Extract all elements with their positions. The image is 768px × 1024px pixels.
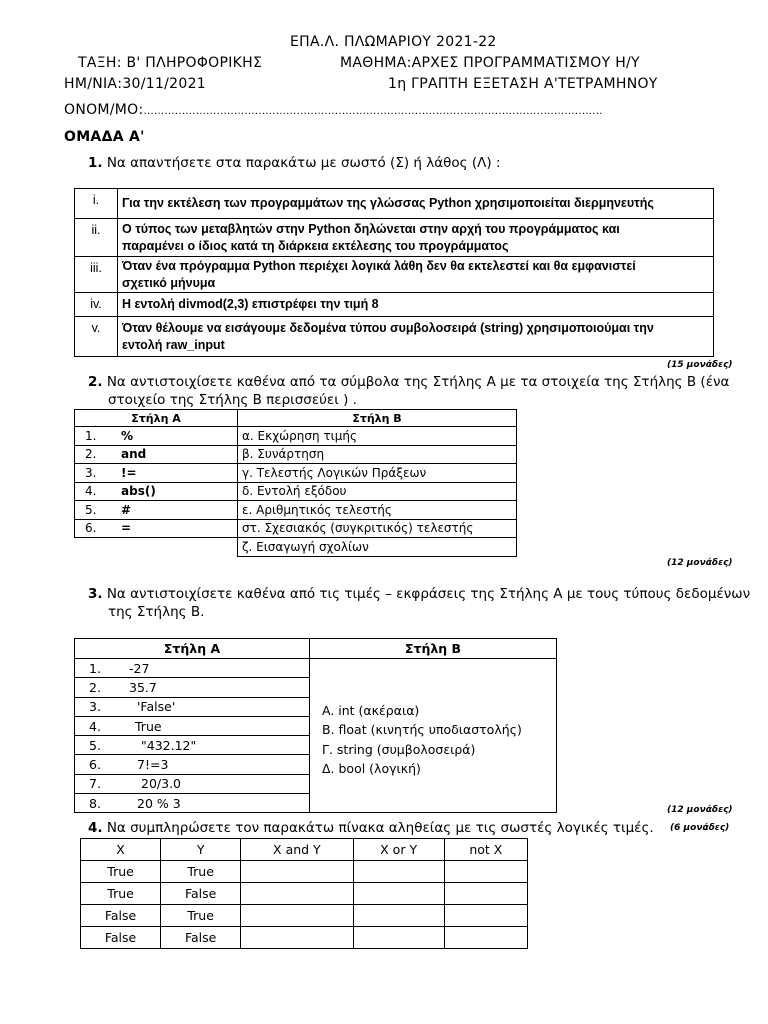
statement-line: Η εντολή divmod(2,3) επιστρέφει την τιμή 8 <box>122 297 379 311</box>
q2-number: 2. <box>88 374 103 390</box>
table-row <box>75 257 714 293</box>
value-cell <box>75 736 310 755</box>
or-answer-cell[interactable] <box>353 883 444 905</box>
not-answer-cell[interactable] <box>444 905 527 927</box>
table-row <box>75 189 714 219</box>
value: 'False' <box>137 699 176 715</box>
q3-text-line2: της Στήλης Β. <box>108 604 205 620</box>
or-answer-cell[interactable] <box>353 861 444 883</box>
value-cell <box>75 659 310 678</box>
table-row <box>81 861 528 883</box>
value-cell <box>75 716 310 735</box>
x-cell: True <box>81 861 161 883</box>
exam-label: 1η ΓΡΑΠΤΗ ΕΞΕΤΑΣΗ Α'ΤΕΤΡΑΜΗΝΟΥ <box>388 76 658 92</box>
table-header <box>81 839 528 861</box>
type-option: Δ. bool (λογική) <box>322 761 421 777</box>
symbol: % <box>121 428 134 443</box>
value: 35.7 <box>129 679 157 695</box>
value-cell <box>75 755 310 774</box>
col-b-cell: ζ. Εισαγωγή σχολίων <box>238 538 517 557</box>
q3-text: Να αντιστοιχίσετε καθένα από τις τιμές – εκφράσεις της Στήλης Α με τους τύπους δεδομένων <box>106 586 751 602</box>
table-header <box>75 639 557 659</box>
statement-line: Όταν ένα πρόγραμμα Python περιέχει λογικά λάθη δεν θα εκτελεστεί και θα εμφανιστεί <box>122 258 636 273</box>
y-cell: True <box>161 861 241 883</box>
truth-table <box>80 838 528 949</box>
table-row <box>75 538 517 557</box>
value-cell <box>75 774 310 793</box>
col-a-cell <box>75 464 238 483</box>
group-label: ΟΜΑΔΑ Α' <box>64 129 145 145</box>
value: "432.12" <box>141 737 197 753</box>
and-answer-cell[interactable] <box>241 861 353 883</box>
name-label: ΟΝΟΜ/ΜΟ: <box>64 102 144 118</box>
column-header: Στήλη Α <box>75 410 238 427</box>
col-b-cell: δ. Εντολή εξόδου <box>238 482 517 501</box>
value-cell <box>75 794 310 813</box>
symbol: != <box>121 465 137 480</box>
column-header: Y <box>161 839 241 861</box>
q1-text: Να απαντήσετε στα παρακάτω με σωστό (Σ) ή λάθος (Λ) : <box>106 155 501 171</box>
x-cell: False <box>81 905 161 927</box>
statement <box>118 257 714 293</box>
y-cell: True <box>161 905 241 927</box>
x-cell: True <box>81 883 161 905</box>
q4-number: 4. <box>88 820 103 836</box>
not-answer-cell[interactable] <box>444 861 527 883</box>
q2-points: (12 μονάδες) <box>667 558 733 568</box>
col-b-cell: β. Συνάρτηση <box>238 445 517 464</box>
row-number: 6. <box>89 757 101 773</box>
q3-number: 3. <box>88 586 103 602</box>
or-answer-cell[interactable] <box>353 905 444 927</box>
value: 7!=3 <box>137 757 169 773</box>
statement-line: παραμένει ο ίδιος κατά τη διάρκεια εκτέλεσης του προγράμματος <box>122 238 509 253</box>
and-answer-cell[interactable] <box>241 927 353 949</box>
table-row <box>75 482 517 501</box>
x-cell: False <box>81 927 161 949</box>
row-number: 2. <box>89 679 101 695</box>
q2-table <box>74 409 517 557</box>
table-row <box>75 293 714 317</box>
table-row <box>75 427 517 446</box>
col-b-cell: ε. Αριθμητικός τελεστής <box>238 501 517 520</box>
column-header: Στήλη Β <box>238 410 517 427</box>
statement-line: εντολή raw_input <box>122 337 225 352</box>
and-answer-cell[interactable] <box>241 883 353 905</box>
statement-line: Για την εκτέλεση των προγραμμάτων της γλώσσας Python χρησιμοποιείται διερμηνευτής <box>122 196 654 210</box>
column-header: Στήλη Α <box>75 639 310 659</box>
value: 20/3.0 <box>141 776 181 792</box>
col-a-cell <box>75 482 238 501</box>
row-number: ii. <box>75 219 118 257</box>
q3-points: (12 μονάδες) <box>667 805 733 815</box>
q1-table <box>74 188 714 357</box>
col-a-cell <box>75 538 238 557</box>
value: True <box>135 718 162 734</box>
y-cell: False <box>161 883 241 905</box>
col-b-cell: α. Εκχώρηση τιμής <box>238 427 517 446</box>
statement <box>118 293 714 317</box>
col-a-cell <box>75 445 238 464</box>
symbol: abs() <box>121 484 156 499</box>
row-number: 5. <box>89 737 101 753</box>
row-number: 4. <box>89 718 101 734</box>
value-cell <box>75 678 310 697</box>
statement <box>118 317 714 357</box>
table-row <box>75 445 517 464</box>
name-field[interactable] <box>64 102 603 118</box>
table-row <box>75 219 714 257</box>
column-header: not X <box>444 839 527 861</box>
not-answer-cell[interactable] <box>444 927 527 949</box>
column-header: X or Y <box>353 839 444 861</box>
row-number: 1. <box>85 428 97 443</box>
y-cell: False <box>161 927 241 949</box>
statement-line: σχετικό μήνυμα <box>122 275 216 290</box>
q4-prompt <box>88 820 654 836</box>
q1-points: (15 μονάδες) <box>667 360 733 370</box>
subject-label: ΜΑΘΗΜΑ:ΑΡΧΕΣ ΠΡΟΓΡΑΜΜΑΤΙΣΜΟΥ Η/Υ <box>340 55 640 71</box>
symbol: = <box>121 521 132 536</box>
q1-prompt <box>88 155 501 171</box>
value-cell <box>75 697 310 716</box>
value: 20 % 3 <box>137 795 181 811</box>
table-row <box>75 659 557 678</box>
school-title: ΕΠΑ.Λ. ΠΛΩΜΑΡΙΟΥ 2021-22 <box>290 34 497 50</box>
row-number: 8. <box>89 795 101 811</box>
row-number: 1. <box>89 660 101 676</box>
col-b-cell: γ. Τελεστής Λογικών Πράξεων <box>238 464 517 483</box>
row-number: 5. <box>85 502 97 517</box>
types-cell <box>310 659 557 813</box>
column-header: X <box>81 839 161 861</box>
q4-text: Να συμπληρώσετε τον παρακάτω πίνακα αληθείας με τις σωστές λογικές τιμές. <box>106 820 654 836</box>
q4-points: (6 μονάδες) <box>670 823 730 833</box>
statement <box>118 219 714 257</box>
col-a-cell <box>75 519 238 538</box>
q1-number: 1. <box>88 155 103 171</box>
row-number: 7. <box>89 776 101 792</box>
row-number: 4. <box>85 484 97 499</box>
row-number: 6. <box>85 521 97 536</box>
not-answer-cell[interactable] <box>444 883 527 905</box>
and-answer-cell[interactable] <box>241 905 353 927</box>
symbol: and <box>121 447 147 462</box>
statement-line: Όταν θέλουμε να εισάγουμε δεδομένα τύπου συμβολοσειρά (string) χρησιμοποιούμαι την <box>122 320 654 335</box>
type-option: Γ. string (συμβολοσειρά) <box>322 741 476 757</box>
or-answer-cell[interactable] <box>353 927 444 949</box>
date-label: ΗΜ/ΝΙΑ:30/11/2021 <box>64 76 207 92</box>
row-number: 3. <box>85 465 97 480</box>
statement <box>118 189 714 219</box>
column-header: X and Y <box>241 839 353 861</box>
table-row <box>81 905 528 927</box>
table-row <box>81 883 528 905</box>
table-row <box>75 317 714 357</box>
row-number: iii. <box>75 257 118 293</box>
table-row <box>75 464 517 483</box>
row-number: i. <box>75 189 118 219</box>
col-a-cell <box>75 501 238 520</box>
row-number: iv. <box>75 293 118 317</box>
column-header: Στήλη Β <box>310 639 557 659</box>
q2-prompt <box>88 374 729 390</box>
type-option: A. int (ακέραια) <box>322 702 420 718</box>
row-number: v. <box>75 317 118 357</box>
table-row <box>75 519 517 538</box>
q3-prompt <box>88 586 750 602</box>
q3-table <box>74 638 557 813</box>
table-row <box>75 501 517 520</box>
col-a-cell <box>75 427 238 446</box>
name-dots: .................................................................................................................................... <box>143 106 603 117</box>
table-row <box>81 927 528 949</box>
q2-text: Να αντιστοιχίσετε καθένα από τα σύμβολα της Στήλης Α με τα στοιχεία της Στήλης Β (ένα <box>106 374 730 390</box>
statement-line: Ο τύπος των μεταβλητών στην Python δηλώνεται στην αρχή του προγράμματος και <box>122 221 620 236</box>
q2-text-line2: στοιχείο της Στήλης Β περισσεύει ) . <box>108 392 357 408</box>
value: -27 <box>129 660 150 676</box>
type-option: B. float (κινητής υποδιαστολής) <box>322 722 522 738</box>
col-b-cell: στ. Σχεσιακός (συγκριτικός) τελεστής <box>238 519 517 538</box>
class-label: ΤΑΞΗ: Β' ΠΛΗΡΟΦΟΡΙΚΗΣ <box>78 55 263 71</box>
table-header <box>75 410 517 427</box>
row-number: 2. <box>85 447 97 462</box>
symbol: # <box>121 502 132 517</box>
row-number: 3. <box>89 699 101 715</box>
